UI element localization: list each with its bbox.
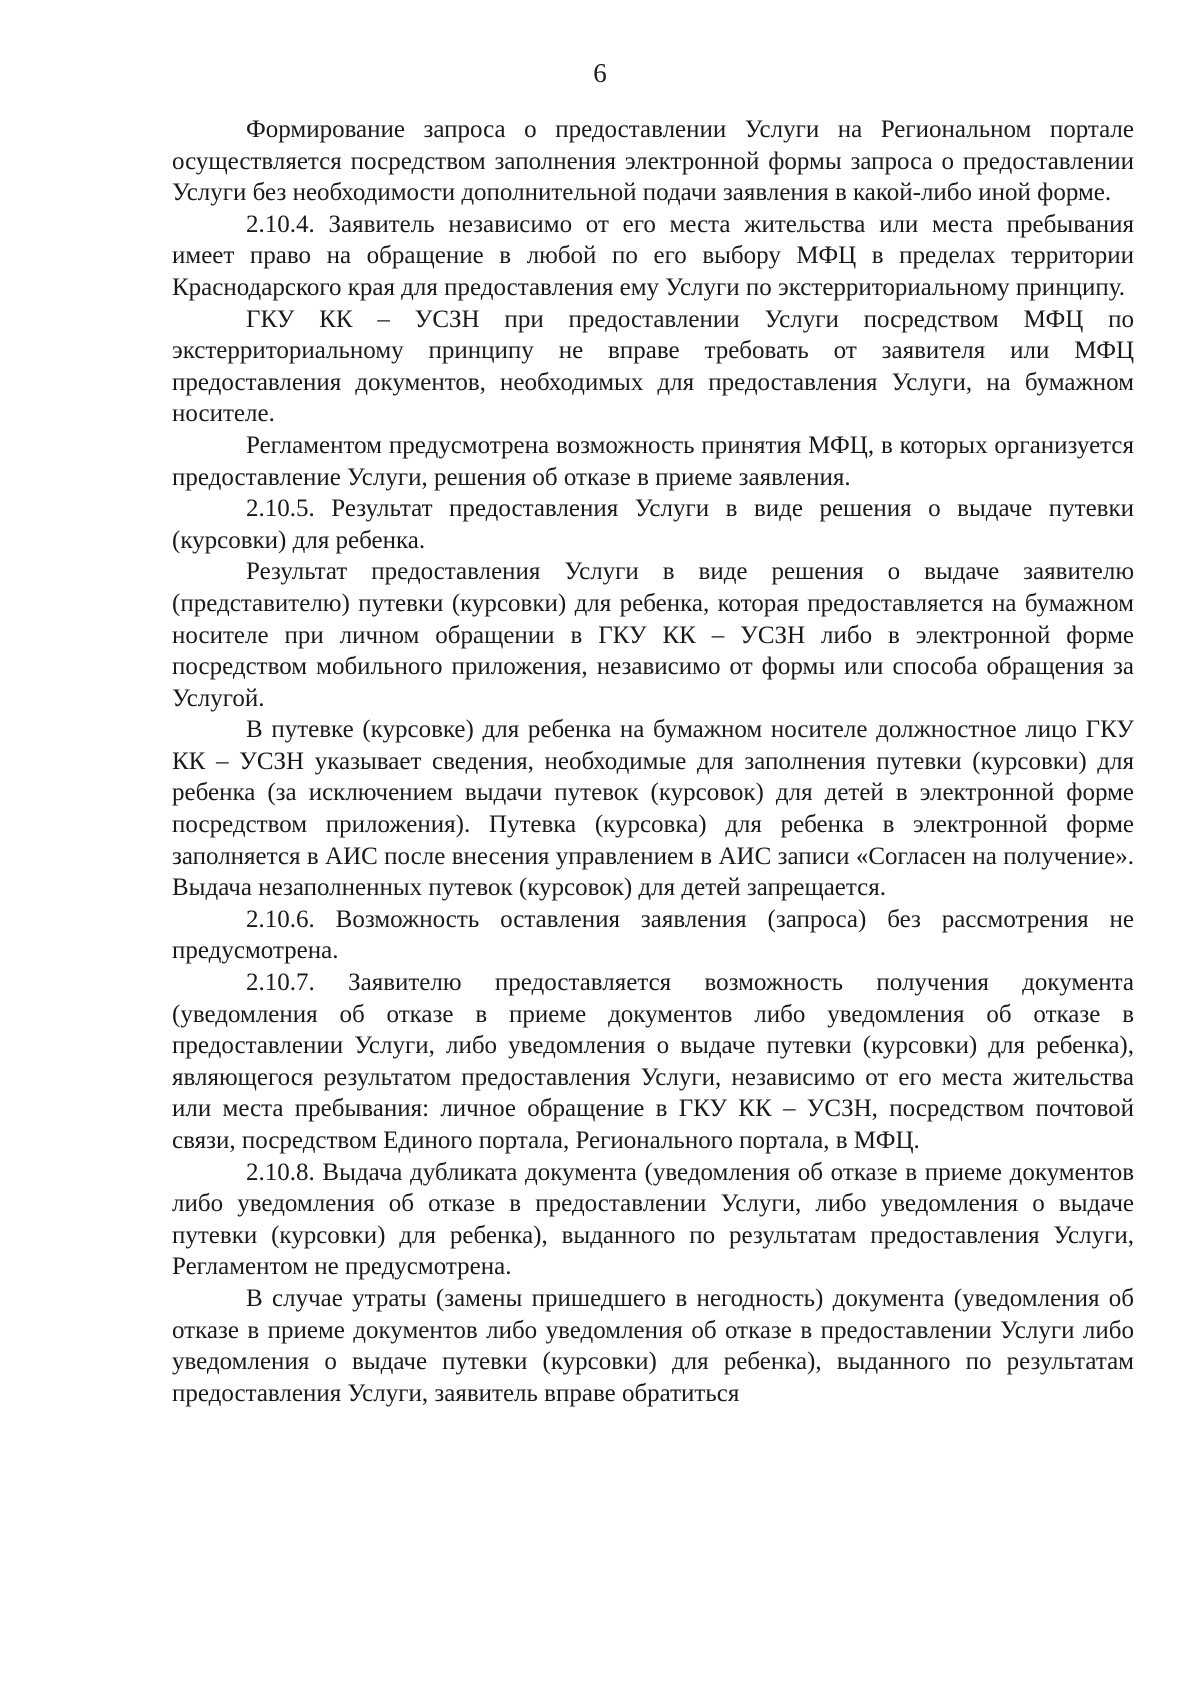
paragraph-8: 2.10.6. Возможность оставления заявления (запроса) без рассмотрения не предусмотрена. <box>172 905 1134 965</box>
paragraph-9: 2.10.7. Заявителю предоставляется возможность получения документа (уведомления об отказе в приеме документов либо уведомления об отказе в предоставлении Услуги, либо уведомления о выдаче путевки (курсовки) для ребенка), являющегося результатом предоставления Услуги, независимо от его места жительства или места пребывания: личное обращение в ГКУ КК – УСЗН, посредством почтовой связи, посредством Единого портала, Регионального портала, в МФЦ. <box>172 969 1134 1154</box>
paragraph-10: 2.10.8. Выдача дубликата документа (уведомления об отказе в приеме документов либо уведомления об отказе в предоставлении Услуги, либо уведомления о выдаче путевки (курсовки) для ребенка), выданного по результатам предоставления Услуги, Регламентом не предусмотрена. <box>172 1158 1134 1281</box>
page-number: 6 <box>593 58 607 88</box>
paragraph-2: 2.10.4. Заявитель независимо от его места жительства или места пребывания имеет право на обращение в любой по его выбору МФЦ в пределах территории Краснодарского края для предоставления ему Услуги по экстерриториальному принципу. <box>172 210 1134 301</box>
paragraph-11: В случае утраты (замены пришедшего в негодность) документа (уведомления об отказе в приеме документов либо уведомления об отказе в предоставлении Услуги либо уведомления о выдаче путевки (курсовки) для ребенка), выданного по результатам предоставления Услуги, заявитель вправе обратиться <box>172 1284 1134 1407</box>
document-body <box>172 114 1134 1409</box>
paragraph-4: Регламентом предусмотрена возможность принятия МФЦ, в которых организуется предоставление Услуги, решения об отказе в приеме заявления. <box>172 431 1134 491</box>
paragraph-5: 2.10.5. Результат предоставления Услуги в виде решения о выдаче путевки (курсовки) для ребенка. <box>172 495 1134 554</box>
paragraph-7: В путевке (курсовке) для ребенка на бумажном носителе должностное лицо ГКУ КК – УСЗН указывает сведения, необходимые для заполнения путевки (курсовки) для ребенка (за исключением выдачи путевок (курсовок) для детей в электронной форме посредством приложения). Путевка (курсовка) для ребенка в электронной форме заполняется в АИС после внесения управлением в АИС записи «Согласен на получение». Выдача незаполненных путевок (курсовок) для детей запрещается. <box>172 716 1134 902</box>
paragraph-3: ГКУ КК – УСЗН при предоставлении Услуги посредством МФЦ по экстерриториальному принципу не вправе требовать от заявителя или МФЦ предоставления документов, необходимых для предоставления Услуги, на бумажном носителе. <box>172 305 1134 428</box>
paragraph-6: Результат предоставления Услуги в виде решения о выдаче заявителю (представителю) путевки (курсовки) для ребенка, которая предоставляется на бумажном носителе при личном обращении в ГКУ КК – УСЗН либо в электронной форме посредством мобильного приложения, независимо от формы или способа обращения за Услугой. <box>172 558 1134 712</box>
paragraph-1: Формирование запроса о предоставлении Услуги на Региональном портале осуществляется посредством заполнения электронной формы запроса о предоставлении Услуги без необходимости дополнительной подачи заявления в какой-либо иной форме. <box>172 116 1134 207</box>
